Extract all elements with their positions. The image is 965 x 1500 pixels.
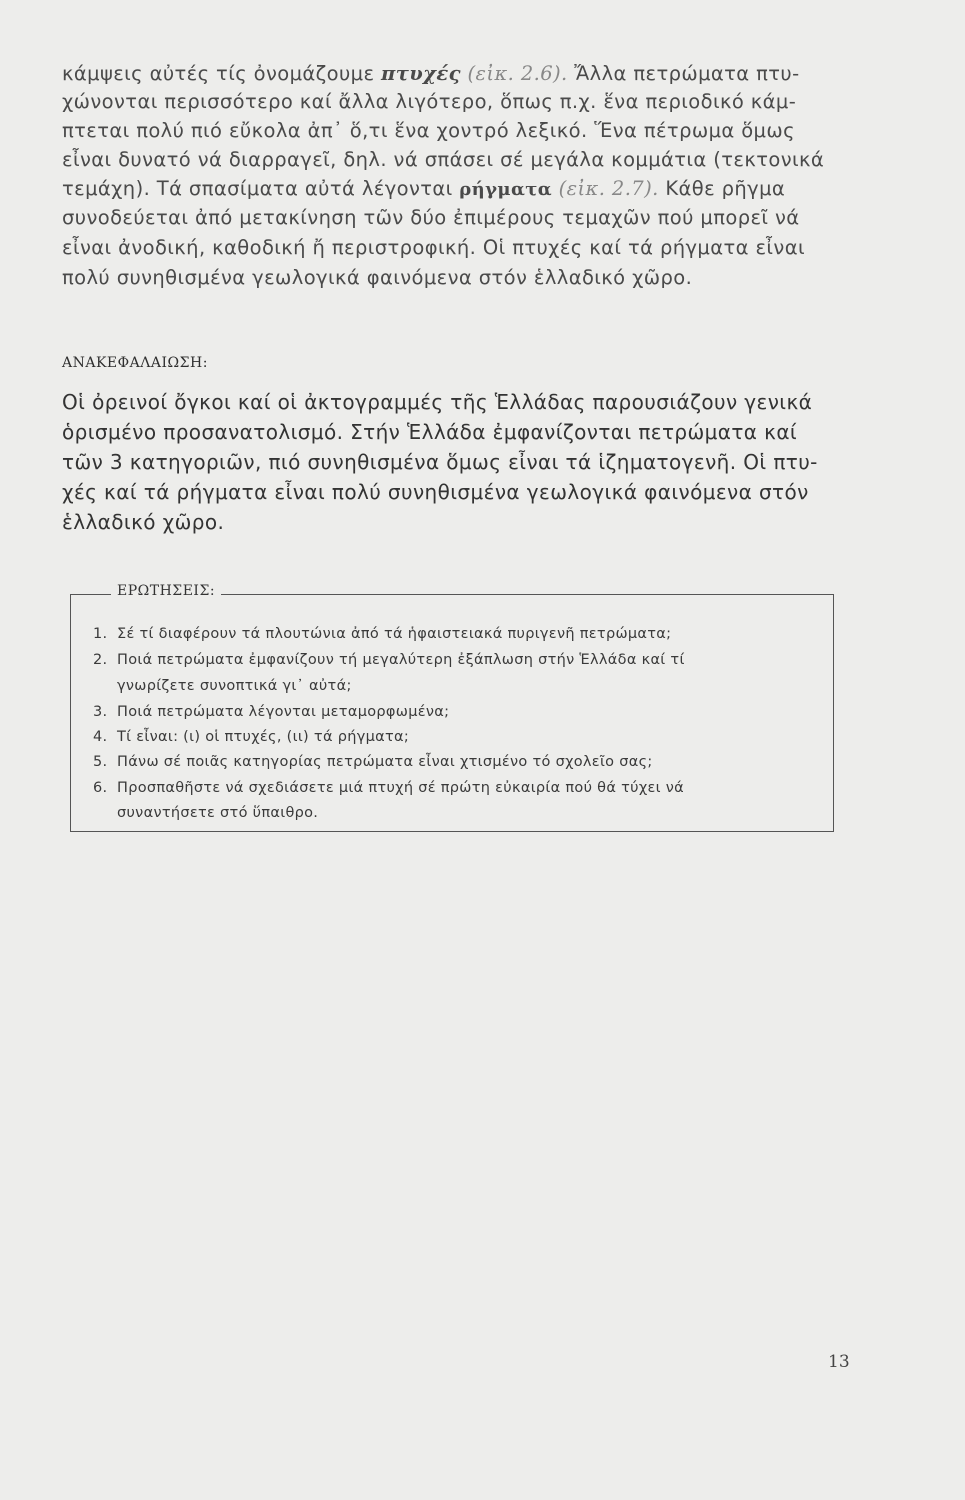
question-item [93, 652, 685, 668]
text-line: Οἱ ὀρεινοί ὄγκοι καί οἱ ἀκτογραμμές τῆς Ἑλλάδας παρουσιάζουν γενικά [62, 390, 813, 414]
text-line: εἶναι ἀνοδική, καθοδική ἤ περιστροφική. Οἱ πτυχές καί τά ρήγματα εἶναι [62, 236, 805, 259]
question-number: 4. [93, 729, 108, 745]
text-line: εἶναι δυνατό νά διαρραγεῖ, δηλ. νά σπάσει σέ μεγάλα κομμάτια (τεκτονικά [62, 148, 825, 171]
question-item [93, 780, 684, 796]
question-text: Προσπαθῆστε νά σχεδιάσετε μιά πτυχή σέ πρώτη εὐκαιρία πού θά τύχει νά [117, 780, 685, 796]
questions-box [70, 583, 834, 832]
question-item [93, 704, 449, 720]
figure-reference: (εἰκ. 2.7). [552, 177, 659, 200]
text-segment: τεμάχη). Τά σπασίματα αὐτά λέγονται [62, 177, 460, 200]
question-item [93, 754, 653, 770]
question-text: Σέ τί διαφέρουν τά πλουτώνια ἀπό τά ἡφαιστειακά πυριγενῆ πετρώματα; [117, 626, 672, 642]
question-item [93, 626, 671, 642]
question-text: Ποιά πετρώματα ἐμφανίζουν τή μεγαλύτερη ἐξάπλωση στήν Ἑλλάδα καί τί [117, 652, 685, 668]
text-line: ὁρισμένο προσανατολισμό. Στήν Ἑλλάδα ἐμφανίζονται πετρώματα καί [62, 420, 798, 444]
question-text: Πάνω σέ ποιᾶς κατηγορίας πετρώματα εἶναι χτισμένο τό σχολεῖο σας; [117, 754, 653, 770]
text-line: συνοδεύεται ἀπό μετακίνηση τῶν δύο ἐπιμέρους τεμαχῶν πού μπορεῖ νά [62, 206, 800, 229]
question-item [93, 805, 318, 821]
text-line: πτεται πολύ πιό εὔκολα ἀπ᾽ ὅ,τι ἕνα χοντρό λεξικό. Ἕνα πέτρωμα ὅμως [62, 119, 795, 142]
question-number: 1. [93, 626, 108, 642]
question-item [93, 729, 409, 745]
summary-heading: ΑΝΑΚΕΦΑΛΑΙΩΣΗ: [62, 355, 208, 371]
question-text: Τί εἶναι: (ι) οἱ πτυχές, (ιι) τά ρήγματα; [117, 729, 410, 745]
question-text: συναντήσετε στό ὕπαιθρο. [117, 805, 319, 821]
text-segment: κάμψεις αὐτές τίς ὀνομάζουμε [62, 62, 382, 85]
figure-reference: (εἰκ. 2.6). [460, 62, 568, 85]
question-text: Ποιά πετρώματα λέγονται μεταμορφωμένα; [117, 704, 450, 720]
text-line [62, 177, 785, 200]
term-ptyxes: πτυχές [381, 62, 461, 85]
text-segment: Ἄλλα πετρώματα πτυ- [567, 62, 800, 85]
question-number: 6. [93, 780, 108, 796]
text-line [62, 62, 800, 85]
question-text: γνωρίζετε συνοπτικά γι᾽ αὐτά; [117, 678, 352, 694]
question-number: 3. [93, 704, 108, 720]
text-line: τῶν 3 κατηγοριῶν, πιό συνηθισμένα ὅμως εἶναι τά ἱζηματογενῆ. Οἱ πτυ- [62, 450, 818, 474]
text-line: πολύ συνηθισμένα γεωλογικά φαινόμενα στόν ἑλλαδικό χῶρο. [62, 266, 693, 289]
term-rhgmata: ρήγματα [459, 179, 552, 200]
text-segment: Κάθε ρῆγμα [658, 177, 786, 200]
question-number: 2. [93, 652, 108, 668]
text-line: χές καί τά ρήγματα εἶναι πολύ συνηθισμένα γεωλογικά φαινόμενα στόν [62, 480, 809, 504]
page-number: 13 [828, 1352, 850, 1372]
question-number: 5. [93, 754, 108, 770]
question-item [93, 678, 352, 694]
text-line: χώνονται περισσότερο καί ἄλλα λιγότερο, ὅπως π.χ. ἕνα περιοδικό κάμ- [62, 90, 797, 113]
text-line: ἑλλαδικό χῶρο. [62, 510, 225, 534]
questions-title: ΕΡΩΤΗΣΕΙΣ: [111, 583, 221, 599]
